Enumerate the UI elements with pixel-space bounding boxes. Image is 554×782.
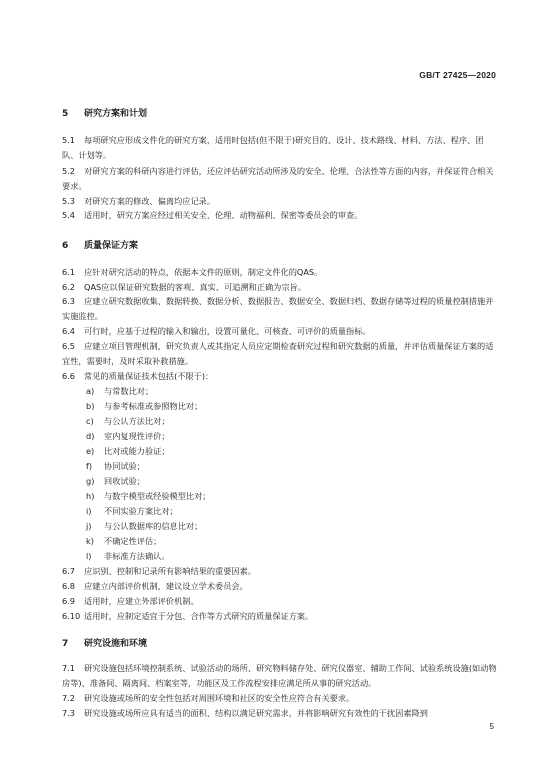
list-item: f) 协同试验； (86, 461, 145, 471)
list-item: k) 不确定性评估； (86, 536, 162, 546)
clause-5-4: 5.4 适用时，研究方案应经过相关安全、伦理、动物福利、保密等委员会的审查。 (62, 210, 363, 220)
list-item: b) 与参考标准或参照物比对； (86, 401, 203, 411)
clause-5-2: 5.2 对研究方案的科研内容进行评估，还应评估研究活动所涉及的安全、伦理、合法性等方面的内容，并保证符合相关要求。 (62, 166, 494, 191)
clause-7-3: 7.3 研究设施或场所应具有适当的面积、结构以满足研究需求，并将影响研究有效性的干扰因素降到 (62, 708, 428, 718)
list-item: a) 与常数比对； (86, 386, 154, 396)
section-heading: 6 质量保证方案 (62, 241, 139, 251)
list-item: d) 室内复现性评价； (86, 431, 170, 441)
clause-6-6: 6.6 常见的质量保证技术包括(不限于)： (62, 371, 214, 381)
section-heading: 5 研究方案和计划 (62, 109, 148, 119)
list-item: l) 非标准方法确认。 (86, 551, 170, 561)
list-item: i) 不同实验方案比对； (86, 506, 178, 516)
clause-6-9: 6.9 适用时，应建立外部评价机制。 (62, 596, 199, 606)
list-item: h) 与数字模型或经验模型比对； (86, 491, 211, 501)
clause-7-2: 7.2 研究设施或场所的安全性包括对周围环境和社区的安全性应符合有关要求。 (62, 693, 355, 703)
clause-6-7: 6.7 应识别、控制和记录所有影响结果的重要因素。 (62, 566, 256, 576)
clause-6-1: 6.1 应针对研究活动的特点，依据本文件的原则，制定文件化的QAS。 (62, 267, 323, 277)
clause-6-2: 6.2 QAS应以保证研究数据的客观、真实、可追溯和正确为宗旨。 (62, 282, 306, 292)
clause-6-3: 6.3 应建立研究数据收集、数据转换、数据分析、数据报告、数据安全、数据归档、数据存储等过程的质量控制措施并实施监控。 (62, 296, 494, 321)
clause-6-10: 6.10 适用时，应制定适宜于分包、合作等方式研究的质量保证方案。 (62, 611, 314, 621)
list-item: g) 回收试验； (86, 476, 145, 486)
clause-5-1: 5.1 每项研究应形成文件化的研究方案，适用时包括(但不限于)研究目的、设计、技术路线、材料、方法、程序、团队、计划等。 (62, 135, 484, 160)
page-number: 5 (489, 722, 494, 731)
list-item: e) 比对或能力验证； (86, 446, 170, 456)
list-item: c) 与公认方法比对； (86, 416, 170, 426)
list-item: j) 与公认数据库的信息比对； (86, 521, 203, 531)
standard-code: GB/T 27425—2020 (419, 70, 496, 80)
clause-6-4: 6.4 可行时，应基于过程的输入和输出，设置可量化、可核查、可评价的质量指标。 (62, 326, 371, 336)
clause-6-5: 6.5 应建立项目管理机制，研究负责人或其指定人员应定期检查研究过程和研究数据的质量，并评估质量保证方案的适宜性，需要时，及时采取补救措施。 (62, 341, 494, 366)
clause-5-3: 5.3 对研究方案的修改、偏离均应记录。 (62, 196, 216, 206)
section-heading: 7 研究设施和环境 (62, 639, 148, 649)
clause-7-1: 7.1 研究设施包括环境控制系统、试验活动的场所、研究物料储存处、研究仪器室、辅助工作间、试验系统设施(如动物房等)、准备间、隔离间、档案室等，功能区及工作流程安排应满足所从事的研究活动。 (62, 663, 497, 688)
clause-6-8: 6.8 应建立内部评价机制，建议设立学术委员会。 (62, 581, 248, 591)
